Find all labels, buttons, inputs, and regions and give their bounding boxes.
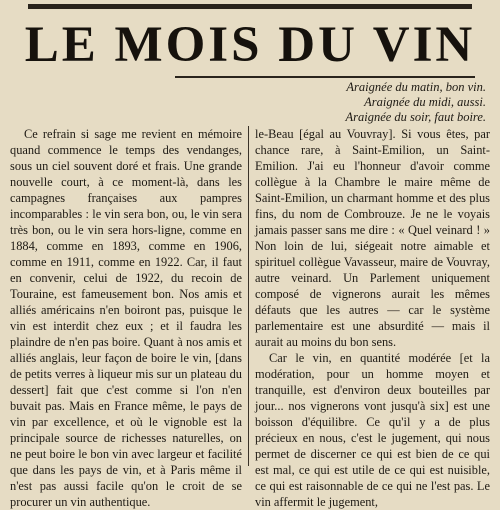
top-rule	[28, 4, 472, 9]
paragraph: le-Beau [égal au Vouvray]. Si vous êtes, par chance rare, à Saint-Emilion, un Saint-Emilion. J'ai eu l'honneur d'avoir comme collègue à la Chambre le maire même de Saint-Emilion, un charmant homme et des plus fins, du nom de Combrouze. Je ne le voyais jamais passer sans me dire : « Quel veinard ! » Non loin de lui, siégeait notre aimable et spirituel collègue Vavasseur, maire de Vouvray, autre veinard. Un Parlement uniquement composé de vignerons aurait les mêmes défauts que les autres — car le système parlementaire est une absurdité — mais il aurait au moins du bon sens.	[255, 127, 490, 349]
article-title: LE MOIS DU VIN	[24, 17, 476, 73]
epigraph-line: Araignée du matin, bon vin.	[346, 80, 486, 94]
article-column-left	[10, 126, 242, 510]
column-divider	[248, 126, 249, 466]
epigraph	[286, 80, 486, 125]
paragraph: Car le vin, en quantité modérée [et la modération, pour un homme moyen et tranquille, est d'environ deux bouteilles par jour... nos vignerons vont jusqu'à six] est une boisson d'équilibre. Ce qu'il y a de plus précieux en nous, c'est le jugement, qui nous permet de discerner ce qui est bien de ce qui est mal, ce qui est utile de ce qui est nuisible, ce qui est raisonnable de ce qui ne l'est pas. Le vin affermit le jugement,	[255, 351, 490, 509]
paragraph: Ce refrain si sage me revient en mémoire quand commence le temps des vendanges, sous un ciel souvent doré et frais. Une grande nouvelle court, à ce moment-là, dans les campagnes françaises aux pampres incomparables : le vin sera bon, ou, le vin sera très bon, ou le vin sera hors-ligne, comme en 1884, comme en 1893, comme en 1906, comme en 1911, comme en 1922. Car, il faut en convenir, celui de 1922, du recoin de Touraine, est fameusement bon. Nos amis et alliés américains n'en boiront pas, puisque le vin est interdit chez eux ; et il faudra les plaindre de n'en pas boire. Quant à nos amis et alliés anglais, leur façon de boire le vin, [dans de petits verres à liqueur mis sur un plateau du dessert] fait que c'est comme si l'on n'en buvait pas. Mais en France même, le pays de vin par excellence, et où le vignoble est la principale source de richesses naturelles, on ne peut boire le bon vin avec largeur et facilité que dans les pays de vin, et à Paris même il n'est pas aussi facile qu'on le croit de se procurer un vin authentique.	[10, 127, 242, 509]
epigraph-line: Araignée du midi, aussi.	[364, 95, 486, 109]
epigraph-line: Araignée du soir, faut boire.	[345, 110, 486, 124]
article-column-right	[255, 126, 490, 510]
title-rule	[175, 76, 475, 78]
